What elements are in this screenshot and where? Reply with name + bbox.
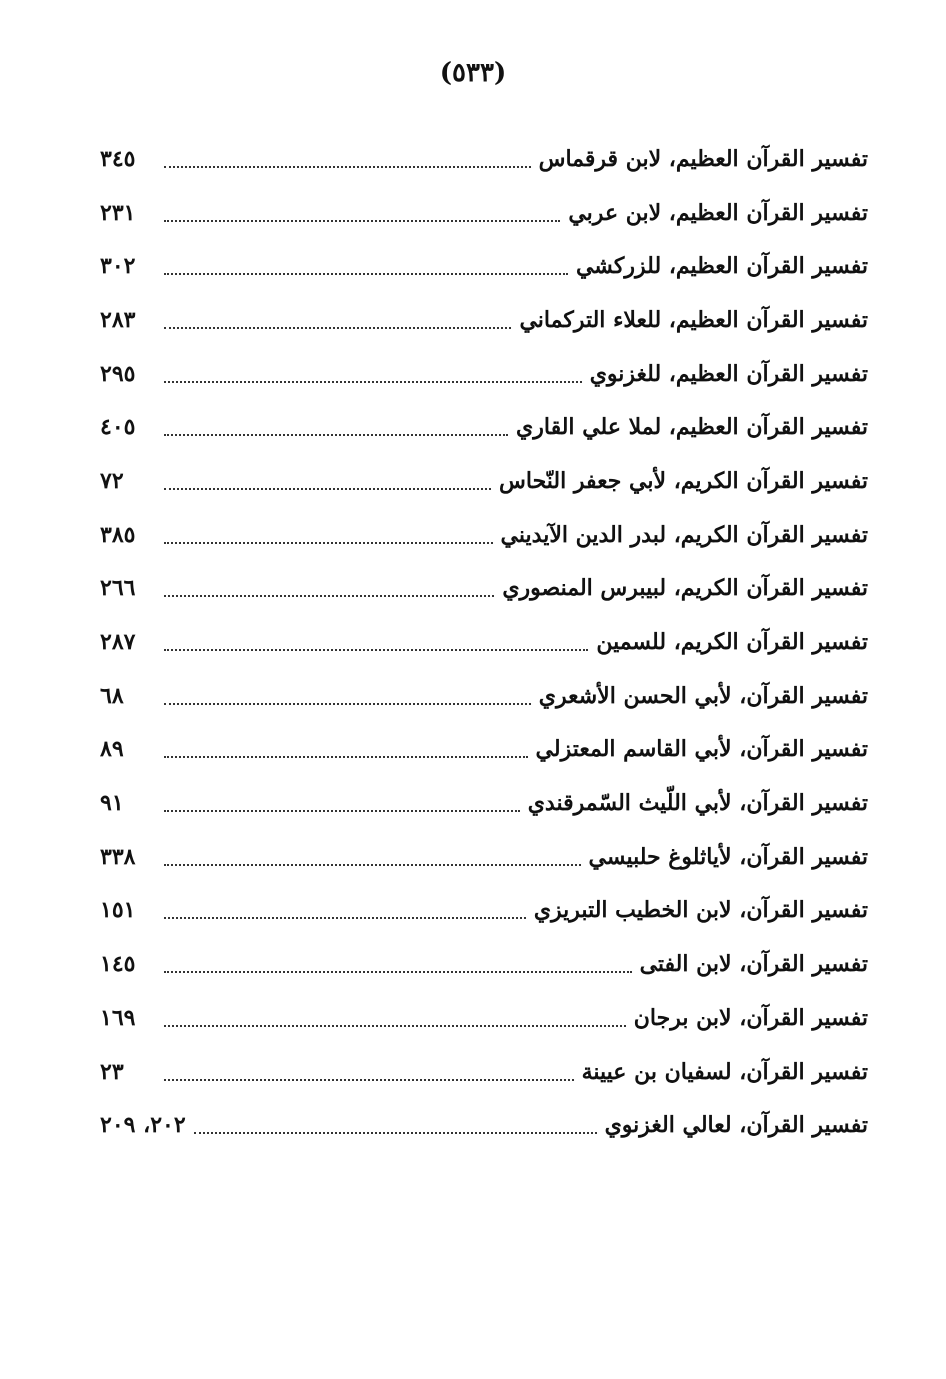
entry-title: تفسير القرآن، لابن برجان bbox=[633, 1004, 868, 1031]
index-entry bbox=[100, 1045, 868, 1099]
entry-title: تفسير القرآن، لأبي الحسن الأشعري bbox=[538, 682, 868, 709]
page-number: (٥٣٣) bbox=[439, 58, 507, 88]
dot-leader bbox=[194, 1132, 597, 1134]
entry-page-number: ٢٦٦ bbox=[100, 575, 136, 602]
entry-page-number: ٧٢ bbox=[100, 467, 124, 494]
index-entry bbox=[100, 508, 868, 562]
index-entry bbox=[100, 132, 868, 186]
entry-title: تفسير القرآن العظيم، لابن قرقماس bbox=[538, 145, 868, 172]
entry-title: تفسير القرآن، لأبي القاسم المعتزلي bbox=[535, 736, 868, 763]
entry-title: تفسير القرآن، لأياثلوغ حلبيسي bbox=[588, 843, 868, 870]
entry-page-number: ٢٣١ bbox=[100, 199, 136, 226]
entry-title: تفسير القرآن العظيم، للغزنوي bbox=[589, 360, 868, 387]
entry-page-number: ٦٨ bbox=[100, 682, 124, 709]
entry-page-number: ٢٠٢، ٢٠٩ bbox=[100, 1112, 186, 1139]
dot-leader bbox=[164, 649, 588, 651]
entry-page-number: ٩١ bbox=[100, 790, 124, 817]
dot-leader bbox=[164, 703, 531, 705]
entry-page-number: ٢٣ bbox=[100, 1058, 124, 1085]
dot-leader bbox=[164, 488, 491, 490]
dot-leader bbox=[164, 434, 508, 436]
entry-title: تفسير القرآن، لابن الخطيب التبريزي bbox=[533, 897, 868, 924]
dot-leader bbox=[164, 756, 528, 758]
index-entry bbox=[100, 669, 868, 723]
index-entry bbox=[100, 991, 868, 1045]
dot-leader bbox=[164, 864, 581, 866]
entry-title: تفسير القرآن العظيم، لابن عربي bbox=[568, 199, 868, 226]
dot-leader bbox=[164, 1079, 574, 1081]
dot-leader bbox=[164, 595, 494, 597]
dot-leader bbox=[164, 220, 560, 222]
index-entry bbox=[100, 1098, 868, 1152]
dot-leader bbox=[164, 542, 493, 544]
dot-leader bbox=[164, 810, 520, 812]
entry-title: تفسير القرآن، لأبي اللّيث السّمرقندي bbox=[527, 790, 868, 817]
entry-page-number: ٢٨٣ bbox=[100, 306, 136, 333]
dot-leader bbox=[164, 1025, 626, 1027]
index-entry bbox=[100, 884, 868, 938]
entry-page-number: ٣٠٢ bbox=[100, 253, 136, 280]
entry-page-number: ٣٤٥ bbox=[100, 145, 136, 172]
entry-title: تفسير القرآن الكريم، لأبي جعفر النّحاس bbox=[499, 467, 868, 494]
dot-leader bbox=[164, 917, 526, 919]
entry-page-number: ٢٨٧ bbox=[100, 629, 136, 656]
entry-title: تفسير القرآن العظيم، لملا علي القاري bbox=[516, 414, 868, 441]
dot-leader bbox=[164, 327, 511, 329]
entry-page-number: ٣٨٥ bbox=[100, 521, 136, 548]
entry-title: تفسير القرآن الكريم، لبيبرس المنصوري bbox=[502, 575, 868, 602]
index-entry bbox=[100, 776, 868, 830]
entry-page-number: ٢٩٥ bbox=[100, 360, 136, 387]
dot-leader bbox=[164, 273, 568, 275]
index-entry bbox=[100, 830, 868, 884]
entry-title: تفسير القرآن، لعالي الغزنوي bbox=[604, 1112, 868, 1139]
entry-page-number: ٤٠٥ bbox=[100, 414, 136, 441]
dot-leader bbox=[164, 971, 632, 973]
dot-leader bbox=[164, 381, 582, 383]
entry-page-number: ١٦٩ bbox=[100, 1004, 136, 1031]
entry-title: تفسير القرآن العظيم، للزركشي bbox=[575, 253, 868, 280]
index-entry bbox=[100, 293, 868, 347]
index-entry bbox=[100, 454, 868, 508]
index-entry bbox=[100, 239, 868, 293]
entry-title: تفسير القرآن العظيم، للعلاء التركماني bbox=[519, 306, 868, 333]
index-entry bbox=[100, 186, 868, 240]
dot-leader bbox=[164, 166, 531, 168]
index-entry bbox=[100, 615, 868, 669]
entry-page-number: ٨٩ bbox=[100, 736, 124, 763]
index-entry bbox=[100, 562, 868, 616]
index-entry bbox=[100, 400, 868, 454]
index-entry bbox=[100, 347, 868, 401]
entry-page-number: ١٥١ bbox=[100, 897, 136, 924]
entry-page-number: ٣٣٨ bbox=[100, 843, 136, 870]
index-entry bbox=[100, 937, 868, 991]
index-list bbox=[100, 132, 868, 1152]
index-entry bbox=[100, 723, 868, 777]
entry-title: تفسير القرآن الكريم، للسمين bbox=[596, 629, 868, 656]
entry-title: تفسير القرآن الكريم، لبدر الدين الآيديني bbox=[500, 521, 868, 548]
entry-title: تفسير القرآن، لابن الفتى bbox=[639, 951, 868, 978]
entry-page-number: ١٤٥ bbox=[100, 951, 136, 978]
entry-title: تفسير القرآن، لسفيان بن عيينة bbox=[581, 1058, 868, 1085]
